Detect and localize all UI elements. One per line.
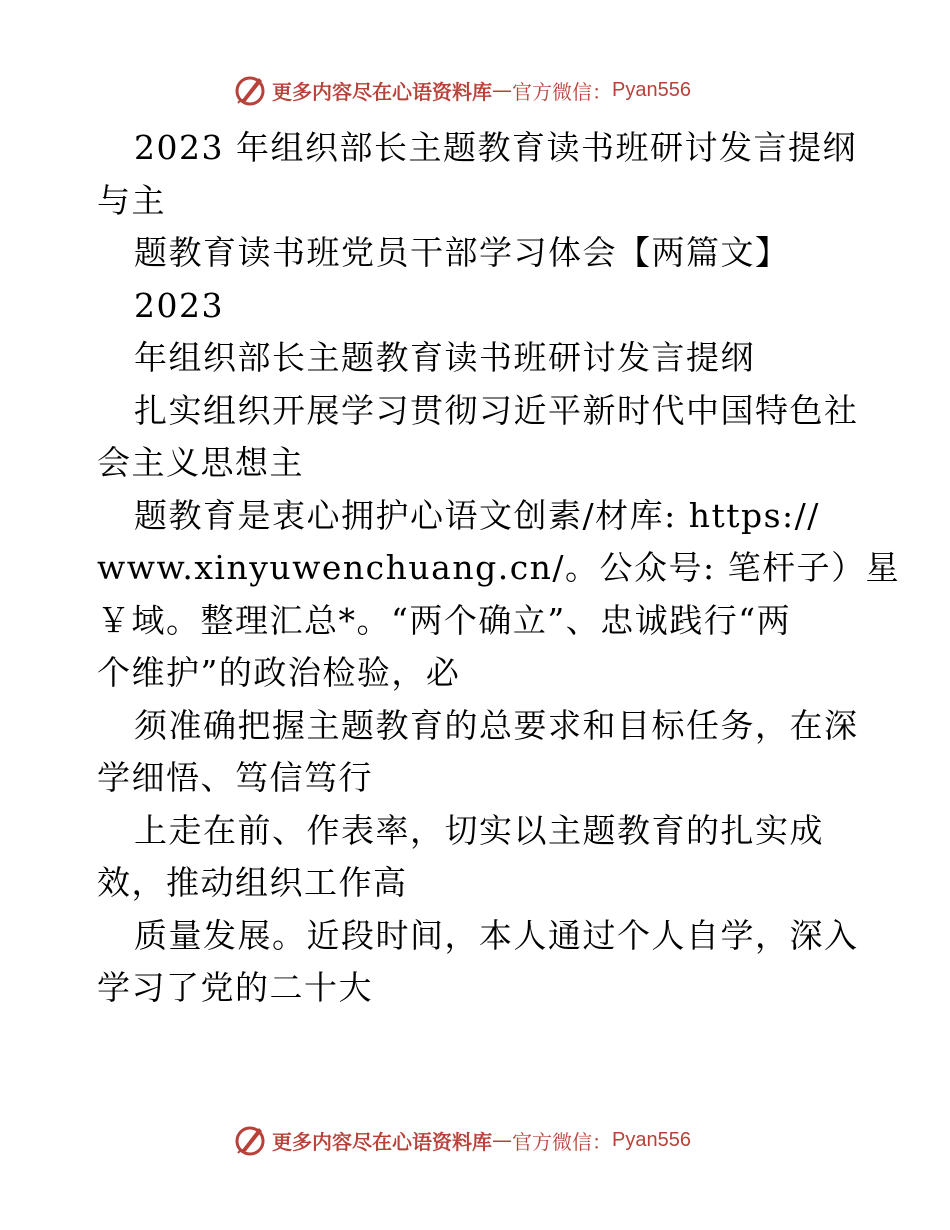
text-line: 题教育读书班党员干部学习体会【两篇文】 (134, 233, 790, 272)
text-line: 效，推动组织工作高 (97, 863, 408, 902)
watermark-handle: Pyan556 (612, 78, 691, 101)
text-line: www.xinyuwenchuang.cn/。公众号: 笔杆子）星 (97, 548, 901, 587)
quill-pen-circle-icon (232, 1122, 268, 1158)
text-line: 须准确把握主题教育的总要求和目标任务，在深 (134, 705, 859, 745)
watermark-brand: 更多内容尽在心语资料库 (272, 1129, 492, 1154)
watermark-handle: Pyan556 (612, 1128, 691, 1151)
watermark-brand: 更多内容尽在心语资料库 (272, 79, 492, 104)
watermark-official-label: 官方微信： (512, 79, 612, 104)
text-line: 年组织部长主题教育读书班研讨发言提纲 (134, 338, 755, 377)
text-line: 2023 (134, 285, 224, 325)
text-line: ￥域。整理汇总*。“两个确立”、忠诚践行“两 (97, 600, 792, 640)
watermark-official-label: 官方微信： (512, 1129, 612, 1154)
watermark-banner-top (232, 70, 691, 110)
text-line: 个维护”的政治检验，必 (97, 653, 461, 692)
watermark-banner-bottom (232, 1120, 691, 1160)
quill-pen-circle-icon (232, 72, 268, 108)
text-line: 扎实组织开展学习贯彻习近平新时代中国特色社 (134, 390, 859, 430)
text-line: 会主义思想主 (97, 443, 304, 482)
document-body (97, 122, 901, 1015)
text-line: 2023 年组织部长主题教育读书班研讨发言提纲 (134, 128, 857, 167)
text-line: 上走在前、作表率，切实以主题教育的扎实成 (134, 810, 824, 850)
text-line: 与主 (97, 180, 166, 220)
text-line: 质量发展。近段时间，本人通过个人自学，深入 (134, 915, 859, 955)
text-line: 学细悟、笃信笃行 (97, 758, 373, 797)
watermark-separator: — (492, 1128, 512, 1152)
text-line: 题教育是衷心拥护心语文创素/材库: https:// (134, 495, 820, 535)
text-line: 学习了党的二十大 (97, 968, 373, 1007)
watermark-separator: — (492, 78, 512, 102)
